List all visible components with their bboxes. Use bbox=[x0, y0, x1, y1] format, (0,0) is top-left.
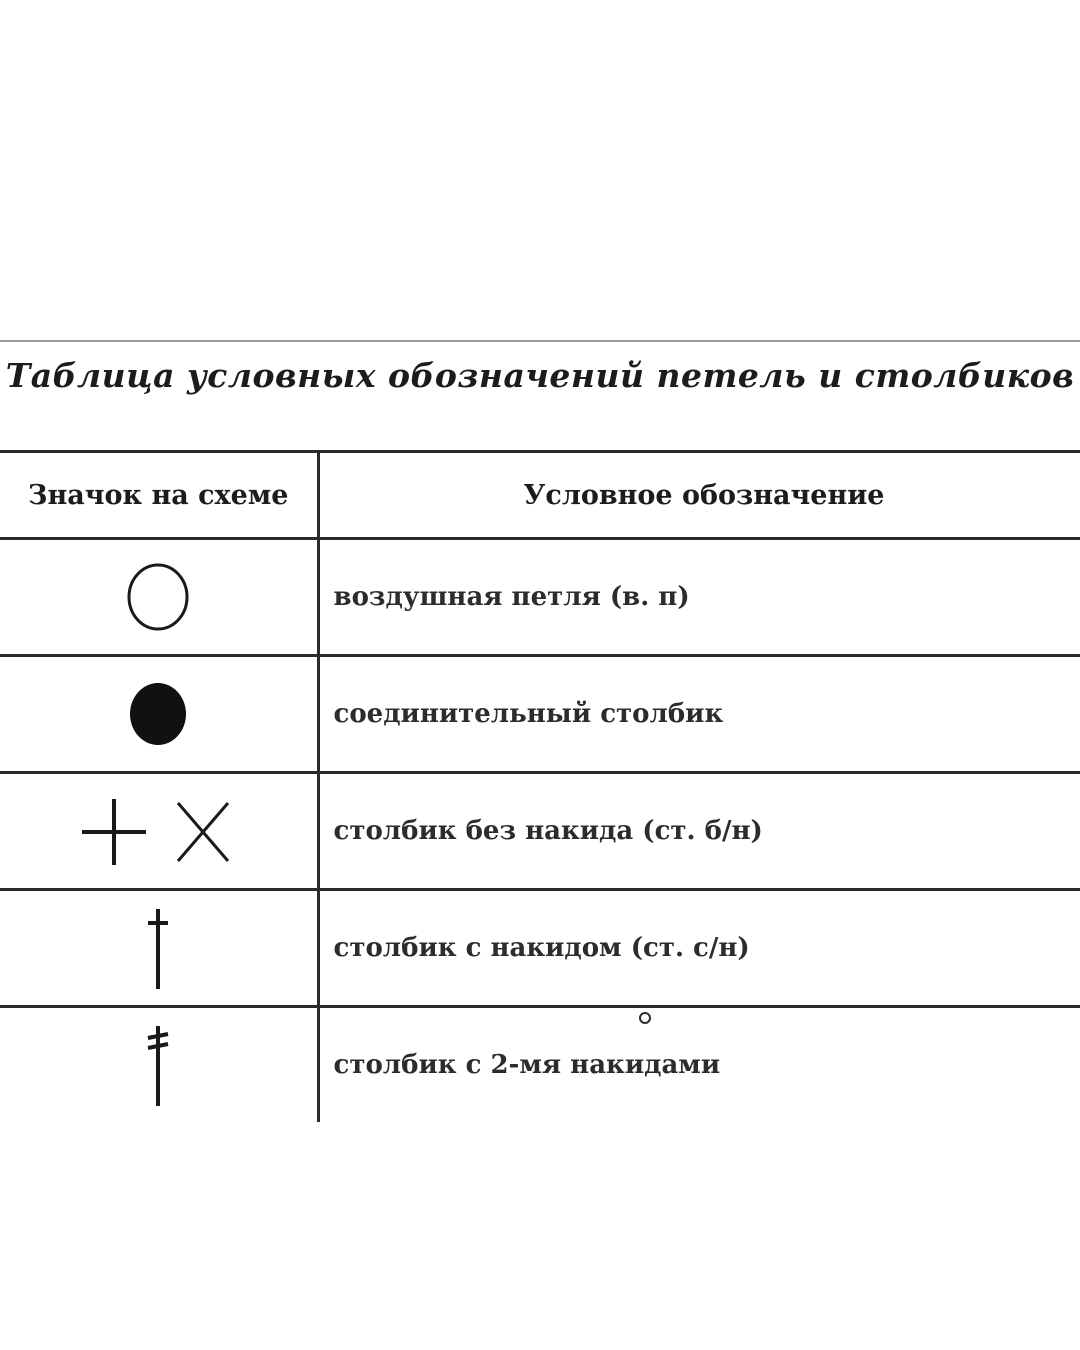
description-cell: столбик с накидом (ст. с/н) bbox=[318, 890, 1080, 1007]
table-row bbox=[0, 656, 1080, 773]
table-row bbox=[0, 539, 1080, 656]
symbol-cell bbox=[0, 539, 318, 656]
plus-and-cross-icon bbox=[78, 791, 238, 871]
symbol-legend-table bbox=[0, 450, 1080, 1122]
symbol-cell bbox=[0, 890, 318, 1007]
top-divider-rule bbox=[0, 340, 1080, 342]
description-cell: воздушная петля (в. п) bbox=[318, 539, 1080, 656]
symbol-cell bbox=[0, 656, 318, 773]
table-title: Таблица условных обозначений петель и столбиков bbox=[5, 356, 1075, 395]
description-cell: соединительный столбик bbox=[318, 656, 1080, 773]
double-cross-stitch-icon bbox=[138, 1020, 178, 1110]
description-cell: столбик без накида (ст. б/н) bbox=[318, 773, 1080, 890]
symbol-cell bbox=[0, 1007, 318, 1123]
stray-small-circle-mark bbox=[637, 1010, 653, 1026]
filled-circle-icon bbox=[118, 674, 198, 754]
table-row bbox=[0, 773, 1080, 890]
table-row bbox=[0, 1007, 1080, 1123]
header-symbol-column: Значок на схеме bbox=[0, 452, 318, 539]
symbol-cell bbox=[0, 773, 318, 890]
single-cross-stitch-icon bbox=[138, 903, 178, 993]
open-circle-icon bbox=[118, 557, 198, 637]
table-header-row bbox=[0, 452, 1080, 539]
table-row bbox=[0, 890, 1080, 1007]
description-cell: столбик с 2-мя накидами bbox=[318, 1007, 1080, 1123]
header-description-column: Условное обозначение bbox=[318, 452, 1080, 539]
